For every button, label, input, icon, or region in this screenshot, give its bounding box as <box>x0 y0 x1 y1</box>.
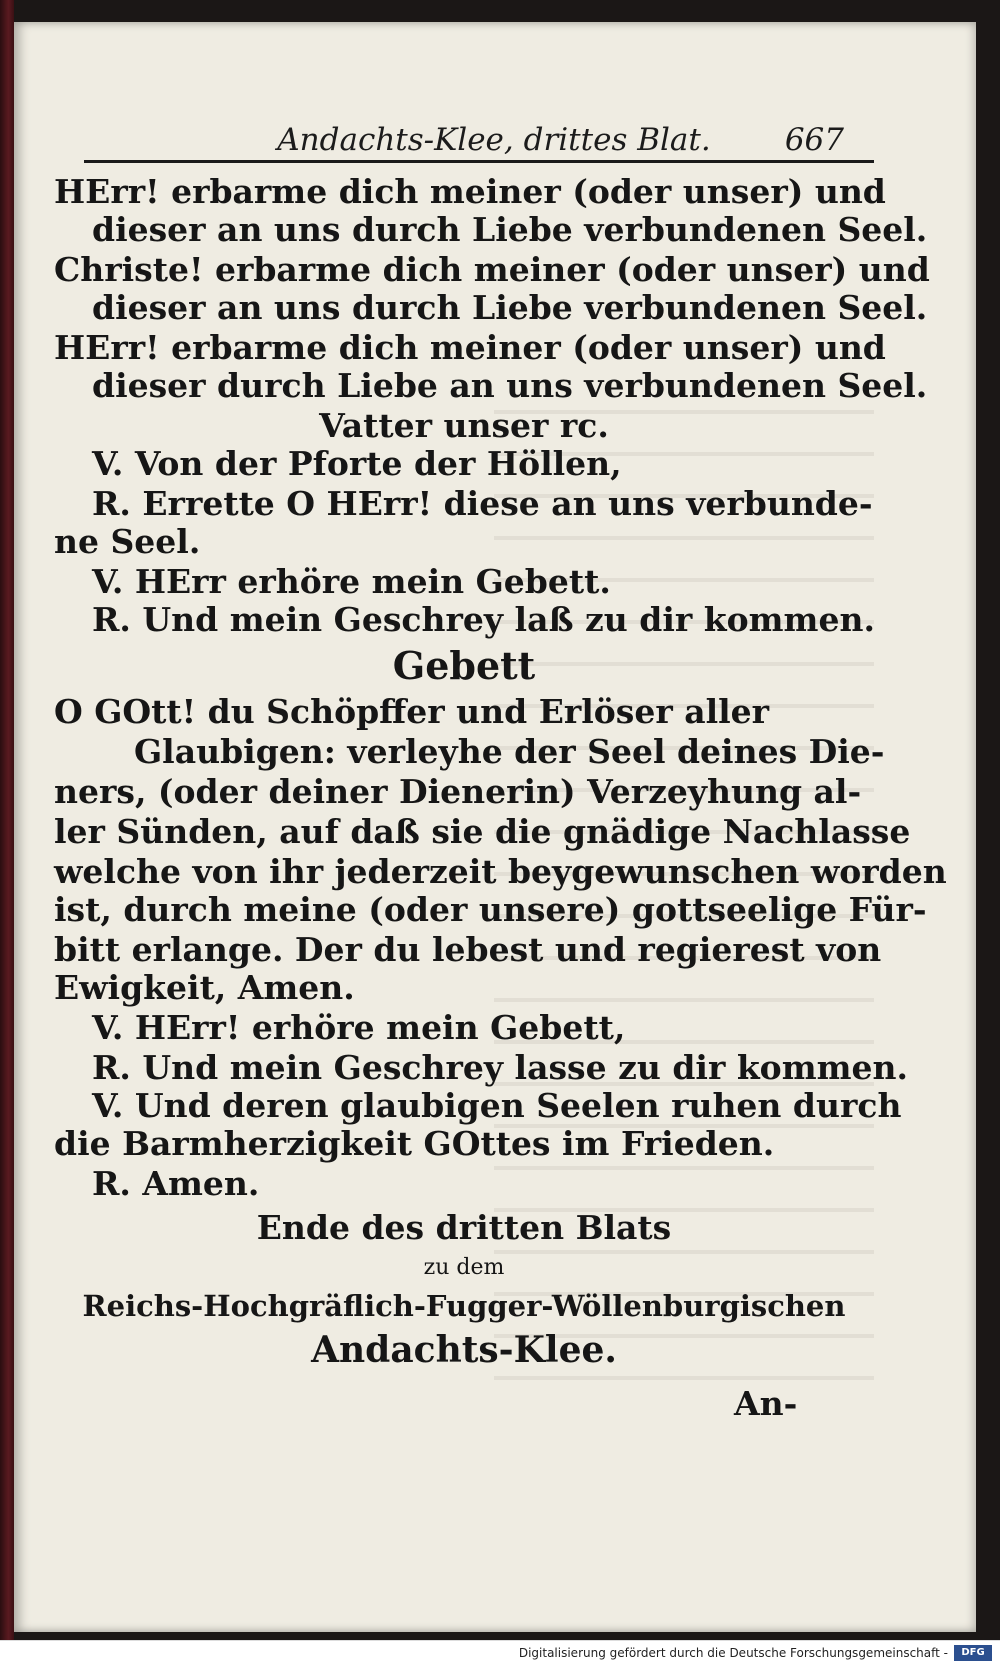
text-line: R. Amen. <box>92 1164 260 1203</box>
closing-title: Ende des dritten Blats <box>256 1208 672 1247</box>
text-line: Glaubigen: verleyhe der Seel deines Die- <box>134 732 885 771</box>
closing-title: Andachts-Klee. <box>311 1329 617 1371</box>
text-line: R. Errette O HErr! diese an uns verbunde- <box>92 484 873 523</box>
text-line: ler Sünden, auf daß sie die gnädige Nachlasse <box>54 812 911 851</box>
text-line: V. HErr erhöre mein Gebett. <box>92 562 611 601</box>
page-header <box>84 100 874 163</box>
text-line: Vatter unser rc. <box>319 406 609 445</box>
closing-title: Reichs-Hochgräflich-Fugger-Wöllenburgischen <box>82 1289 846 1323</box>
funding-credit: Digitalisierung gefördert durch die Deutsche Forschungsgemeinschaft - <box>518 1646 948 1660</box>
text-line: dieser an uns durch Liebe verbundenen Seel. <box>92 288 928 327</box>
text-line: Ewigkeit, Amen. <box>54 968 355 1007</box>
dfg-logo-icon: DFG <box>954 1645 992 1661</box>
text-line: R. Und mein Geschrey lasse zu dir kommen. <box>92 1048 909 1087</box>
text-line: V. Und deren glaubigen Seelen ruhen durch <box>92 1086 902 1125</box>
closing-subtitle: zu dem <box>423 1255 505 1280</box>
text-line: ne Seel. <box>54 522 201 561</box>
text-line: ners, (oder deiner Dienerin) Verzeyhung al- <box>54 772 862 811</box>
text-line: O GOtt! du Schöpffer und Erlöser aller <box>54 692 770 731</box>
text-line: bitt erlange. Der du lebest und regierest von <box>54 930 882 969</box>
footer-bar <box>0 1640 1000 1666</box>
prayer-heading: Gebett <box>392 643 536 688</box>
book-page <box>14 22 976 1632</box>
running-head: Andachts-Klee, drittes Blat. <box>277 122 711 158</box>
text-line: HErr! erbarme dich meiner (oder unser) und <box>54 328 886 367</box>
page-number: 667 <box>784 122 844 158</box>
text-line: welche von ihr jederzeit beygewunschen worden <box>54 852 947 891</box>
text-line: dieser an uns durch Liebe verbundenen Seel. <box>92 210 928 249</box>
text-line: Christe! erbarme dich meiner (oder unser) und <box>54 250 930 289</box>
text-line: ist, durch meine (oder unsere) gottseelige Für- <box>54 890 927 929</box>
text-line: HErr! erbarme dich meiner (oder unser) und <box>54 172 886 211</box>
text-line: V. Von der Pforte der Höllen, <box>92 444 622 483</box>
catchword: An- <box>734 1384 798 1423</box>
text-line: R. Und mein Geschrey laß zu dir kommen. <box>92 600 875 639</box>
text-line: dieser durch Liebe an uns verbundenen Seel. <box>92 366 928 405</box>
text-line: V. HErr! erhöre mein Gebett, <box>92 1008 626 1047</box>
book-binding-edge <box>0 0 14 1640</box>
text-line: die Barmherzigkeit GOttes im Frieden. <box>54 1124 775 1163</box>
